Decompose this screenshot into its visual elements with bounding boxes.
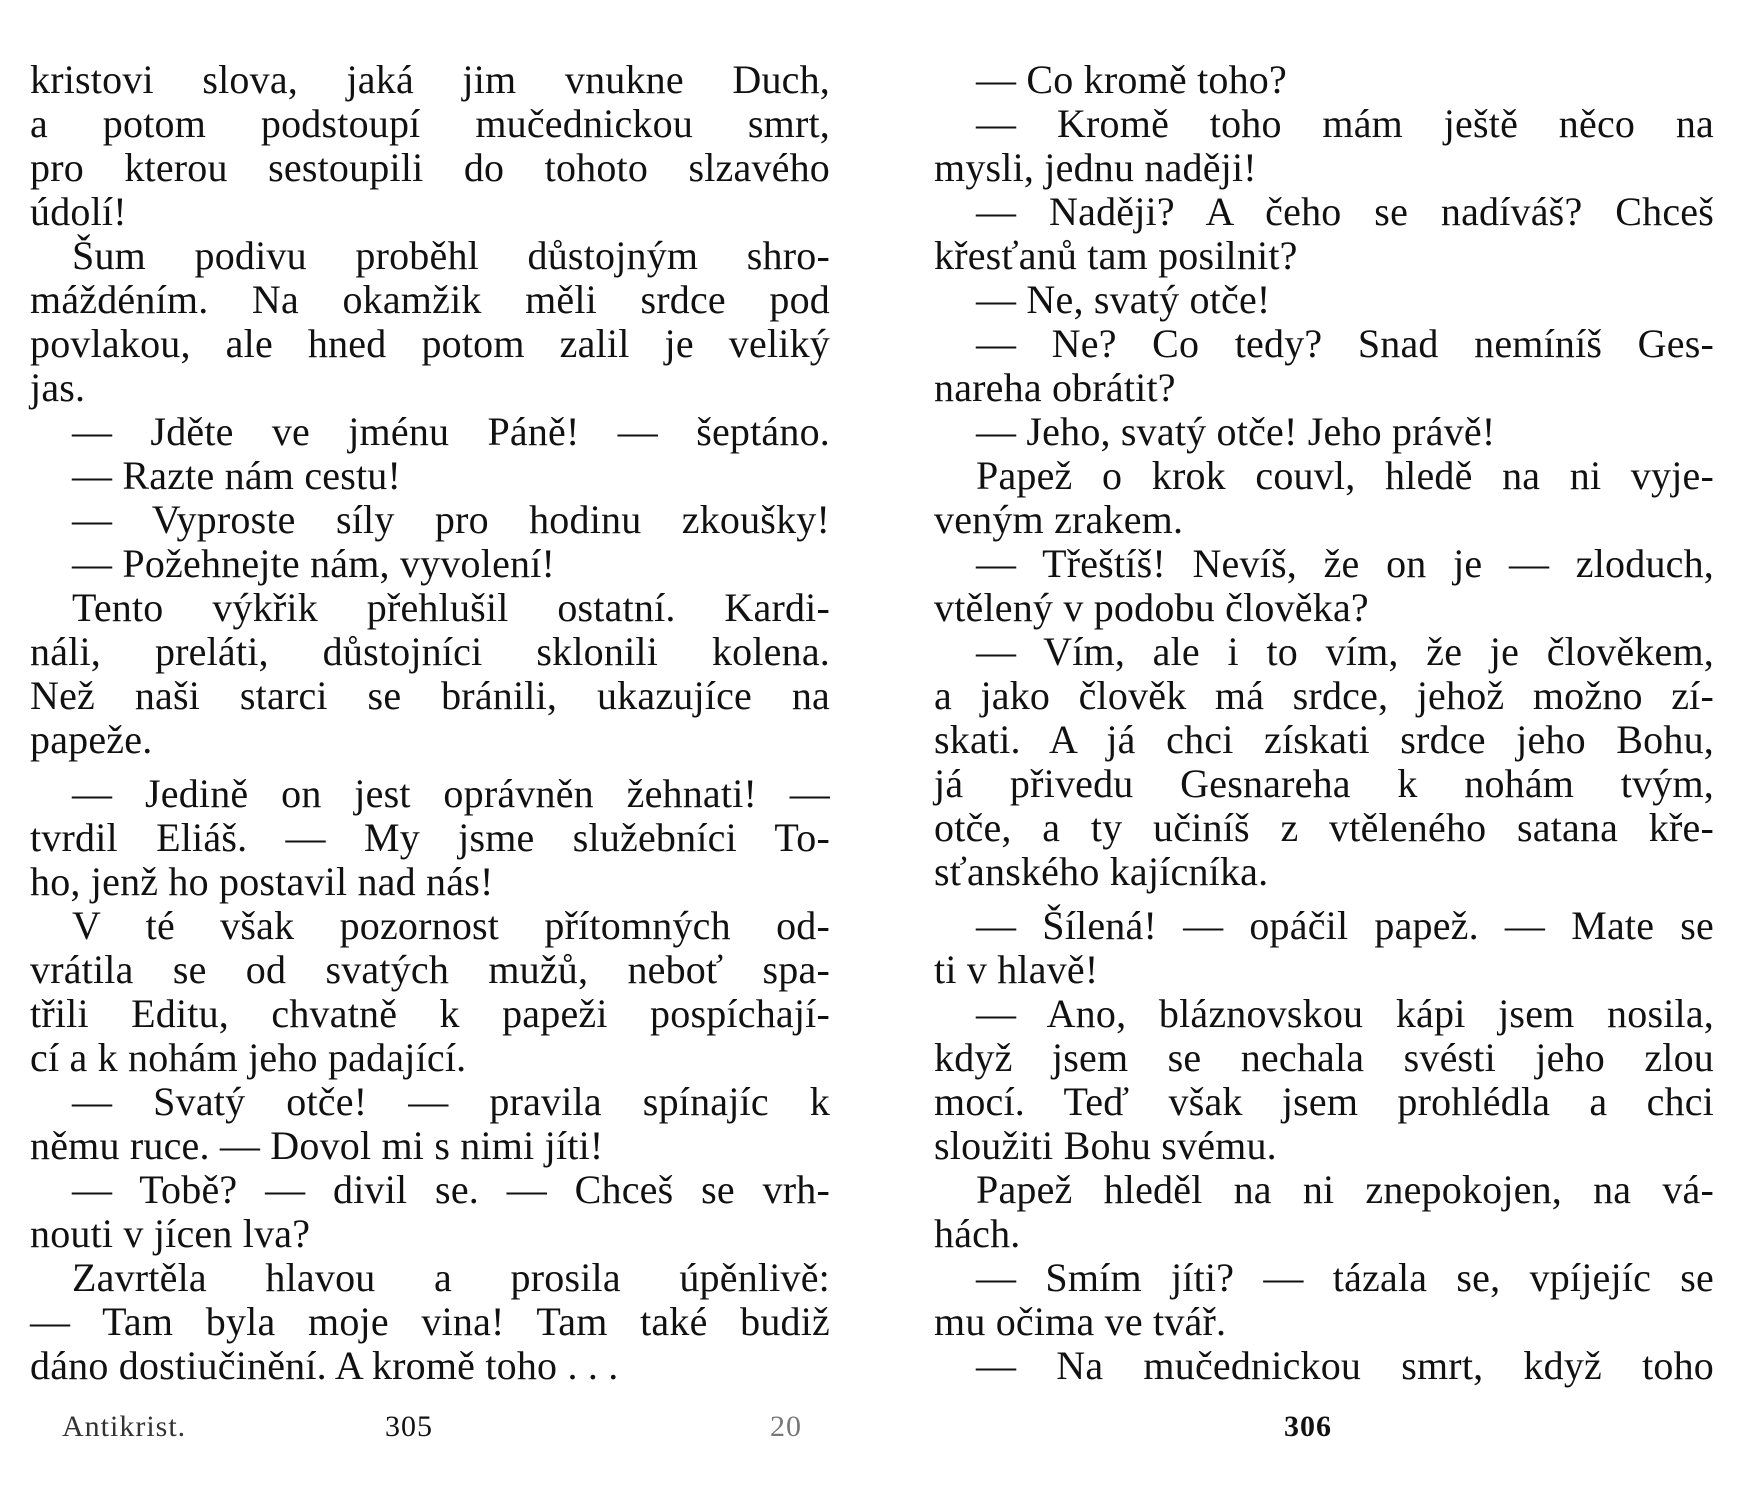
right-line-13: vtělený v podobu člověka?: [934, 585, 1369, 630]
left-line-13: Tento výkřik přehlušil ostatní. Kardi-: [72, 585, 830, 630]
right-line-20: — Šílená! — opáčil papež. — Mate se: [976, 903, 1714, 948]
right-line-19: sťanského kajícníka.: [934, 849, 1269, 894]
right-line-12: — Třeštíš! Nevíš, že on je — zloduch,: [976, 541, 1714, 586]
left-line-26: — Tobě? — divil se. — Chceš se vrh-: [72, 1167, 830, 1212]
right-line-29: mu očima ve tvář.: [934, 1299, 1227, 1344]
left-line-28: Zavrtěla hlavou a prosila úpěnlivě:: [72, 1255, 830, 1300]
signature-mark: 20: [770, 1410, 802, 1443]
right-line-9: — Jeho, svatý otče! Jeho právě!: [976, 409, 1496, 454]
right-line-14: — Vím, ale i to vím, že je člověkem,: [976, 629, 1714, 674]
right-line-7: — Ne? Co tedy? Snad nemíníš Ges-: [976, 321, 1714, 366]
right-line-21: ti v hlavě!: [934, 947, 1099, 992]
left-line-27: nouti v jícen lva?: [30, 1211, 311, 1256]
left-line-8: jas.: [30, 365, 86, 410]
left-line-30: dáno dostiučinění. A kromě toho . . .: [30, 1343, 619, 1388]
left-line-4: údolí!: [30, 189, 127, 234]
right-line-23: když jsem se nechala svésti jeho zlou: [934, 1035, 1714, 1080]
right-line-25: sloužiti Bohu svému.: [934, 1123, 1277, 1168]
left-line-23: cí a k nohám jeho padající.: [30, 1035, 467, 1080]
right-line-28: — Smím jíti? — tázala se, vpíjejíc se: [976, 1255, 1714, 1300]
left-line-6: máždéním. Na okamžik měli srdce pod: [30, 277, 830, 322]
right-line-24: mocí. Teď však jsem prohlédla a chci: [934, 1079, 1714, 1124]
book-title-footer: Antikrist.: [62, 1410, 187, 1443]
left-line-22: třili Editu, chvatně k papeži pospíchají-: [30, 991, 830, 1036]
left-line-9: — Jděte ve jménu Páně! — šeptáno.: [72, 409, 830, 454]
left-line-5: Šum podivu proběhl důstojným shro-: [72, 233, 830, 278]
left-page-number: 305: [385, 1410, 433, 1443]
right-page-number: 306: [1284, 1410, 1332, 1443]
right-line-18: otče, a ty učiníš z vtěleného satana kře-: [934, 805, 1714, 850]
left-line-16: papeže.: [30, 717, 153, 762]
right-line-3: mysli, jednu naději!: [934, 145, 1257, 190]
right-line-2: — Kromě toho mám ještě něco na: [976, 101, 1714, 146]
left-line-1: kristovi slova, jaká jim vnukne Duch,: [30, 57, 830, 102]
right-page: [934, 58, 1714, 1388]
right-line-17: já přivedu Gesnareha k nohám tvým,: [934, 761, 1714, 806]
left-line-7: povlakou, ale hned potom zalil je veliký: [30, 321, 830, 366]
left-line-3: pro kterou sestoupili do tohoto slzavého: [30, 145, 830, 190]
left-line-14: náli, preláti, důstojníci sklonili kolena.: [30, 629, 830, 674]
left-page: [30, 58, 830, 1388]
left-line-10: — Razte nám cestu!: [72, 453, 402, 498]
left-line-24: — Svatý otče! — pravila spínajíc k: [72, 1079, 830, 1124]
left-line-2: a potom podstoupí mučednickou smrt,: [30, 101, 830, 146]
right-line-16: skati. A já chci získati srdce jeho Bohu,: [934, 717, 1714, 762]
right-line-22: — Ano, bláznovskou kápi jsem nosila,: [976, 991, 1714, 1036]
right-line-15: a jako člověk má srdce, jehož možno zí-: [934, 673, 1714, 718]
right-line-5: křesťanů tam posilnit?: [934, 233, 1298, 278]
left-line-21: vrátila se od svatých mužů, neboť spa-: [30, 947, 830, 992]
left-line-29: — Tam byla moje vina! Tam také budiž: [30, 1299, 830, 1344]
left-line-17: — Jedině on jest oprávněn žehnati! —: [72, 771, 830, 816]
right-line-27: hách.: [934, 1211, 1021, 1256]
right-line-30: — Na mučednickou smrt, když toho: [976, 1343, 1714, 1388]
right-line-26: Papež hleděl na ni znepokojen, na vá-: [976, 1167, 1714, 1212]
left-line-25: němu ruce. — Dovol mi s nimi jíti!: [30, 1123, 604, 1168]
right-line-10: Papež o krok couvl, hledě na ni vyje-: [976, 453, 1714, 498]
right-line-6: — Ne, svatý otče!: [976, 277, 1271, 322]
left-line-20: V té však pozornost přítomných od-: [72, 903, 830, 948]
left-line-19: ho, jenž ho postavil nad nás!: [30, 859, 494, 904]
left-line-15: Než naši starci se bránili, ukazujíce na: [30, 673, 830, 718]
left-line-11: — Vyproste síly pro hodinu zkoušky!: [72, 497, 830, 542]
right-line-1: — Co kromě toho?: [976, 57, 1287, 102]
left-line-12: — Požehnejte nám, vyvolení!: [72, 541, 556, 586]
right-line-11: veným zrakem.: [934, 497, 1184, 542]
right-line-8: nareha obrátit?: [934, 365, 1176, 410]
right-line-4: — Naději? A čeho se nadíváš? Chceš: [976, 189, 1714, 234]
left-line-18: tvrdil Eliáš. — My jsme služebníci To-: [30, 815, 830, 860]
